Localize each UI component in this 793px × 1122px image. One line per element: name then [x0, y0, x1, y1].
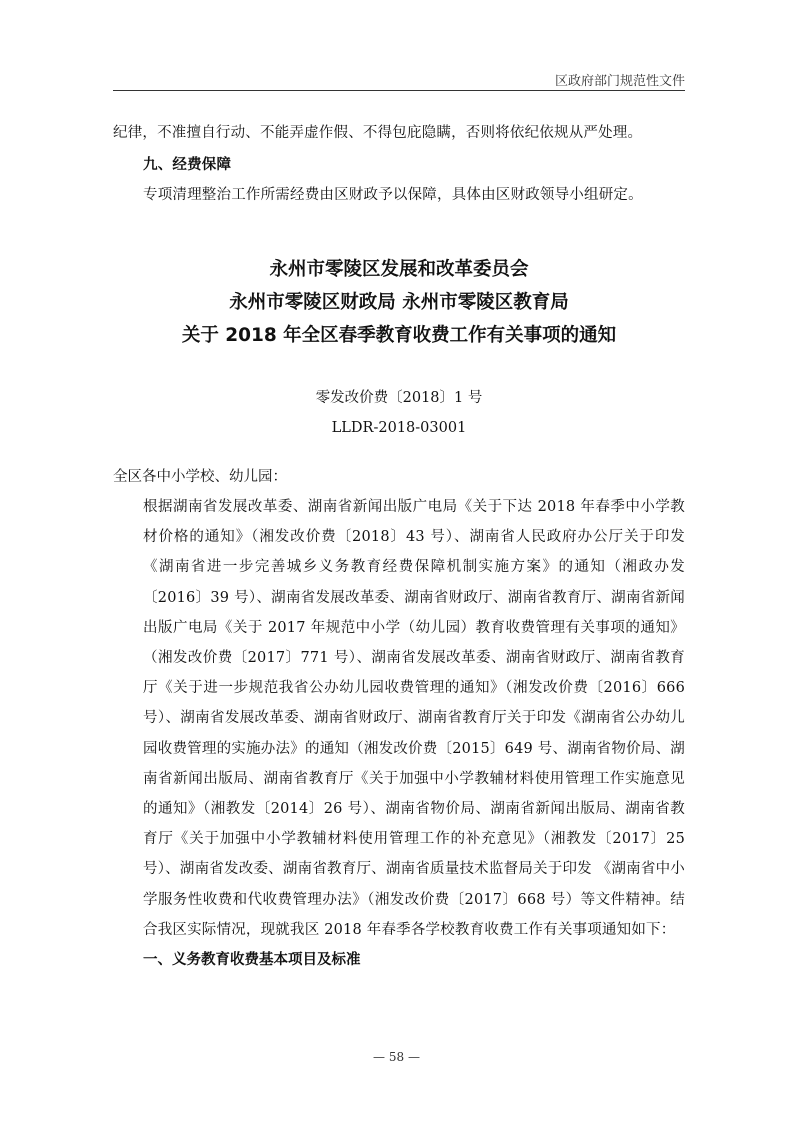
continuation-line: 纪律，不准擅自行动、不能弄虚作假、不得包庇隐瞒，否则将依纪依规从严处理。: [113, 125, 643, 141]
notice-body: [113, 462, 685, 975]
section-heading-1: 一、义务教育收费基本项目及标准: [143, 951, 361, 969]
page-header: [113, 70, 685, 91]
title-line-3: 关于 2018 年全区春季教育收费工作有关事项的通知: [181, 325, 617, 346]
page-number: — 58 —: [373, 1050, 420, 1064]
section-heading-9: 九、经费保障: [143, 156, 232, 173]
title-line-2: 永州市零陵区财政局 永州市零陵区教育局: [229, 292, 569, 313]
document-code: LLDR-2018-03001: [331, 420, 467, 436]
salutation: 全区各中小学校、幼儿园：: [113, 469, 287, 485]
body-paragraph: 根据湖南省发展改革委、湖南省新闻出版广电局《关于下达 2018 年春季中小学教材价格的通知》（湘发改价费〔2018〕43 号）、湖南省人民政府办公厅关于印发《湖南省进一步完善城乡义务教育经费保障机制实施方案》的通知（湘政办发〔2016〕39 号）、湖南省发展改革委、湖南省财政厅、湖南省教育厅、湖南省新闻出版广电局《关于 2017 年规范中小学（幼儿园）教育收费管理有关事项的通知》（湘发改价费〔2017〕771 号）、湖南省发展改革委、湖南省财政厅、湖南省教育厅《关于进一步规范我省公办幼儿园收费管理的通知》（湘发改价费〔2016〕666 号）、湖南省发展改革委、湖南省财政厅、湖南省教育厅关于印发《湖南省公办幼儿园收费管理的实施办法》的通知（湘发改价费〔2015〕649 号、湖南省物价局、湖南省新闻出版局、湖南省教育厅《关于加强中小学教辅材料使用管理工作实施意见的通知》（湘教发〔2014〕26 号）、湖南省物价局、湖南省新闻出版局、湖南省教育厅《关于加强中小学教辅材料使用管理工作的补充意见》（湘教发〔2017〕25 号）、湖南省发改委、湖南省教育厅、湖南省质量技术监督局关于印发 《湖南省中小学服务性收费和代收费管理办法》（湘发改价费〔2017〕668 号）等文件精神。结合我区实际情况，现就我区 2018 年春季各学校教育收费工作有关事项通知如下：: [143, 499, 685, 938]
top-content: [113, 118, 685, 211]
title-line-1: 永州市零陵区发展和改革委员会: [269, 259, 529, 280]
document-number: 零发改价费〔2018〕1 号: [315, 390, 483, 406]
document-number-block: [113, 383, 685, 443]
header-text: 区政府部门规范性文件: [554, 74, 685, 89]
document-title: [113, 253, 685, 352]
funding-line: 专项清理整治工作所需经费由区财政予以保障，具体由区财政领导小组研定。: [143, 187, 643, 203]
